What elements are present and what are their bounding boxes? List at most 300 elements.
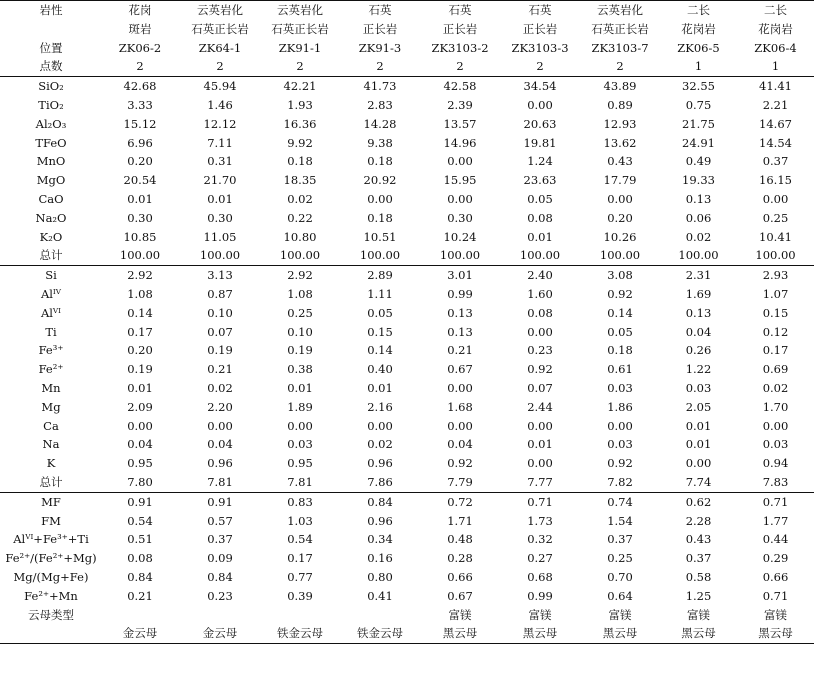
param-row — [0, 530, 814, 549]
mica-type-row-2 — [0, 624, 814, 643]
value-cell: 0.18 — [607, 343, 633, 358]
row-label: 岩性 — [0, 1, 100, 20]
header-cell: 二长 — [660, 1, 737, 20]
mica-type-cell: 铁金云母 — [260, 624, 340, 643]
value-cell: 3.13 — [180, 266, 260, 285]
value-cell: 0.05 — [527, 191, 553, 206]
value-cell: 15.95 — [443, 173, 477, 188]
value-cell: 6.96 — [127, 135, 153, 150]
value-cell: 0.64 — [607, 588, 633, 603]
value-cell: 0.83 — [260, 492, 340, 511]
mica-type-cell: 富镁 — [764, 607, 787, 622]
value-cell: 0.14 — [367, 343, 393, 358]
value-cell: 0.54 — [127, 513, 153, 528]
row-label: 总计 — [39, 248, 63, 263]
value-cell: 0.75 — [685, 97, 712, 112]
value-cell: 0.25 — [762, 210, 789, 225]
cation-row — [0, 417, 814, 436]
value-cell: 2.20 — [207, 399, 233, 414]
oxide-row — [0, 246, 814, 265]
value-cell: 0.00 — [685, 456, 712, 471]
value-cell: 0.01 — [527, 229, 553, 244]
value-cell: 2.92 — [100, 266, 180, 285]
value-cell: 0.18 — [367, 210, 393, 225]
mica-type-cell: 金云母 — [180, 624, 260, 643]
value-cell: 0.28 — [447, 551, 473, 566]
value-cell: 0.71 — [737, 492, 814, 511]
value-cell: 0.13 — [447, 305, 473, 320]
header-cell: 2 — [376, 59, 384, 74]
value-cell: 1.08 — [127, 286, 153, 301]
value-cell: 0.68 — [527, 569, 553, 584]
oxide-row — [0, 209, 814, 228]
value-cell: 0.62 — [660, 492, 737, 511]
value-cell: 9.92 — [287, 135, 313, 150]
value-cell: 0.00 — [447, 191, 473, 206]
value-cell: 1.25 — [685, 588, 712, 603]
param-row — [0, 568, 814, 587]
value-cell: 0.23 — [527, 343, 553, 358]
value-cell: 0.37 — [607, 532, 633, 547]
value-cell: 16.36 — [283, 116, 317, 131]
value-cell: 23.63 — [523, 173, 557, 188]
value-cell: 100.00 — [439, 248, 481, 263]
value-cell: 14.67 — [759, 116, 792, 131]
value-cell: 0.38 — [287, 362, 313, 377]
value-cell: 0.01 — [527, 437, 553, 452]
oxide-row — [0, 171, 814, 190]
value-cell: 0.32 — [527, 532, 553, 547]
header-row — [0, 57, 814, 76]
value-cell: 0.00 — [762, 418, 789, 433]
oxide-row — [0, 115, 814, 134]
value-cell: 0.37 — [685, 551, 712, 566]
value-cell: 0.00 — [527, 456, 553, 471]
value-cell: 1.54 — [607, 513, 633, 528]
value-cell: 10.24 — [443, 229, 477, 244]
oxide-row — [0, 134, 814, 153]
value-cell: 0.51 — [127, 532, 153, 547]
mica-type-cell: 黑云母 — [660, 624, 737, 643]
mica-type-cell: 铁金云母 — [340, 624, 420, 643]
value-cell: 0.80 — [367, 569, 393, 584]
value-cell: 14.28 — [363, 116, 397, 131]
value-cell: 0.09 — [207, 551, 233, 566]
value-cell: 2.28 — [685, 513, 712, 528]
oxide-row — [0, 96, 814, 115]
cation-row — [0, 304, 814, 323]
value-cell: 17.79 — [603, 173, 637, 188]
value-cell: 7.86 — [367, 474, 393, 489]
value-cell: 16.15 — [759, 173, 792, 188]
mica-type-cell: 富镁 — [608, 607, 632, 622]
value-cell: 2.44 — [527, 399, 553, 414]
value-cell: 7.82 — [607, 474, 633, 489]
mica-type-cell — [180, 606, 260, 625]
value-cell: 0.67 — [447, 362, 473, 377]
cation-row — [0, 360, 814, 379]
value-cell: 0.58 — [685, 569, 712, 584]
value-cell: 0.17 — [762, 343, 789, 358]
row-label: Fe²⁺+Mn — [24, 588, 78, 603]
value-cell: 20.54 — [123, 173, 157, 188]
value-cell: 100.00 — [678, 248, 719, 263]
row-label: TFeO — [35, 135, 67, 150]
value-cell: 0.61 — [607, 362, 633, 377]
row-label: MF — [0, 492, 100, 511]
value-cell: 0.27 — [527, 551, 553, 566]
value-cell: 0.01 — [685, 418, 712, 433]
value-cell: 1.46 — [207, 97, 233, 112]
value-cell: 0.84 — [207, 569, 233, 584]
mica-type-cell — [340, 606, 420, 625]
value-cell: 10.41 — [759, 229, 792, 244]
value-cell: 0.21 — [447, 343, 473, 358]
value-cell: 100.00 — [359, 248, 401, 263]
mica-type-cell: 黑云母 — [737, 624, 814, 643]
value-cell: 0.95 — [127, 456, 153, 471]
mica-type-cell: 黑云母 — [580, 624, 660, 643]
header-cell: 2 — [616, 59, 624, 74]
header-cell: 石英 — [500, 1, 580, 20]
value-cell: 0.00 — [367, 191, 393, 206]
value-cell: 0.20 — [127, 343, 153, 358]
value-cell: 0.00 — [447, 418, 473, 433]
header-cell: 正长岩 — [442, 21, 478, 36]
header-cell: ZK91-1 — [278, 40, 322, 55]
header-cell: 花岗岩 — [758, 21, 793, 36]
row-label — [0, 20, 100, 39]
value-cell: 12.93 — [603, 116, 637, 131]
value-cell: 0.17 — [287, 551, 313, 566]
value-cell: 0.30 — [127, 210, 153, 225]
value-cell: 0.67 — [447, 588, 473, 603]
value-cell: 41.41 — [737, 77, 814, 96]
header-cell: 云英岩化 — [180, 1, 260, 20]
mica-type-cell — [260, 606, 340, 625]
value-cell: 0.37 — [762, 154, 789, 169]
value-cell: 0.48 — [447, 532, 473, 547]
row-label: Fe³⁺ — [38, 343, 64, 358]
value-cell: 10.80 — [283, 229, 317, 244]
value-cell: 0.02 — [207, 380, 233, 395]
value-cell: 1.22 — [685, 362, 712, 377]
value-cell: 1.70 — [762, 399, 789, 414]
mica-type-cell: 金云母 — [100, 624, 180, 643]
value-cell: 0.30 — [207, 210, 233, 225]
value-cell: 0.14 — [127, 305, 153, 320]
value-cell: 100.00 — [755, 248, 796, 263]
value-cell: 0.03 — [685, 380, 712, 395]
value-cell: 0.71 — [500, 492, 580, 511]
value-cell: 7.11 — [207, 135, 233, 150]
value-cell: 7.77 — [527, 474, 553, 489]
value-cell: 0.92 — [607, 456, 633, 471]
param-row — [0, 549, 814, 568]
value-cell: 0.15 — [367, 324, 393, 339]
header-cell: 云英岩化 — [580, 1, 660, 20]
value-cell: 0.71 — [762, 588, 789, 603]
oxide-row — [0, 228, 814, 247]
value-cell: 0.00 — [527, 324, 553, 339]
param-row — [0, 492, 814, 511]
value-cell: 0.26 — [685, 343, 712, 358]
row-label: MnO — [36, 154, 66, 169]
value-cell: 43.89 — [580, 77, 660, 96]
header-cell: 1 — [694, 59, 703, 74]
value-cell: 0.16 — [367, 551, 393, 566]
value-cell: 18.35 — [283, 173, 317, 188]
value-cell: 0.25 — [287, 305, 313, 320]
header-cell: 正长岩 — [522, 21, 558, 36]
value-cell: 0.13 — [685, 191, 712, 206]
value-cell: 1.68 — [447, 399, 473, 414]
header-cell: 2 — [536, 59, 544, 74]
value-cell: 12.12 — [203, 116, 237, 131]
value-cell: 0.84 — [340, 492, 420, 511]
value-cell: 0.08 — [527, 305, 553, 320]
value-cell: 0.54 — [287, 532, 313, 547]
value-cell: 0.41 — [367, 588, 393, 603]
value-cell: 0.96 — [367, 513, 393, 528]
header-cell: 斑岩 — [128, 21, 152, 36]
value-cell: 10.26 — [603, 229, 637, 244]
value-cell: 0.15 — [762, 305, 789, 320]
header-cell: 石英正长岩 — [191, 21, 249, 36]
row-label: TiO₂ — [38, 97, 64, 112]
cation-row — [0, 285, 814, 304]
value-cell: 0.29 — [762, 551, 789, 566]
header-cell: 正长岩 — [362, 21, 398, 36]
value-cell: 14.96 — [443, 135, 477, 150]
mica-type-cell: 富镁 — [448, 607, 472, 622]
value-cell: 0.00 — [762, 191, 789, 206]
value-cell: 7.80 — [127, 474, 153, 489]
value-cell: 2.40 — [500, 266, 580, 285]
value-cell: 0.34 — [367, 532, 393, 547]
row-label: Alᴵⱽ — [40, 286, 62, 301]
cation-row — [0, 398, 814, 417]
value-cell: 100.00 — [279, 248, 321, 263]
value-cell: 0.04 — [685, 324, 712, 339]
value-cell: 0.07 — [527, 380, 553, 395]
cation-row — [0, 454, 814, 473]
value-cell: 9.38 — [367, 135, 393, 150]
oxide-row — [0, 77, 814, 96]
value-cell: 7.74 — [685, 474, 712, 489]
value-cell: 2.16 — [367, 399, 393, 414]
value-cell: 0.72 — [420, 492, 500, 511]
value-cell: 0.44 — [762, 532, 789, 547]
header-cell: 1 — [771, 59, 780, 74]
value-cell: 1.73 — [527, 513, 553, 528]
value-cell: 3.33 — [127, 97, 153, 112]
value-cell: 0.99 — [447, 286, 473, 301]
value-cell: 0.00 — [287, 418, 313, 433]
value-cell: 0.18 — [287, 154, 313, 169]
value-cell: 0.00 — [527, 97, 553, 112]
value-cell: 2.92 — [260, 266, 340, 285]
row-label: Mg — [41, 399, 61, 414]
value-cell: 0.01 — [127, 380, 153, 395]
header-cell: ZK91-3 — [358, 40, 402, 55]
value-cell: 0.91 — [180, 492, 260, 511]
row-label: Na — [42, 437, 60, 452]
value-cell: 20.63 — [523, 116, 557, 131]
row-label: CaO — [38, 191, 64, 206]
value-cell: 0.77 — [287, 569, 313, 584]
value-cell: 0.23 — [207, 588, 233, 603]
row-label: Mn — [41, 380, 61, 395]
value-cell: 7.79 — [447, 474, 473, 489]
value-cell: 0.01 — [367, 380, 393, 395]
header-row — [0, 20, 814, 39]
mica-type-row — [0, 606, 814, 625]
value-cell: 100.00 — [599, 248, 641, 263]
value-cell: 1.69 — [685, 286, 712, 301]
value-cell: 0.40 — [367, 362, 393, 377]
value-cell: 100.00 — [519, 248, 561, 263]
value-cell: 32.55 — [660, 77, 737, 96]
value-cell: 0.91 — [100, 492, 180, 511]
value-cell: 0.05 — [607, 324, 633, 339]
value-cell: 0.13 — [685, 305, 712, 320]
value-cell: 0.57 — [207, 513, 233, 528]
mica-type-cell — [100, 606, 180, 625]
value-cell: 0.43 — [607, 154, 633, 169]
mica-type-cell: 富镁 — [528, 607, 552, 622]
value-cell: 1.93 — [287, 97, 313, 112]
value-cell: 0.92 — [447, 456, 473, 471]
value-cell: 100.00 — [199, 248, 241, 263]
value-cell: 3.01 — [420, 266, 500, 285]
value-cell: 24.91 — [682, 135, 715, 150]
value-cell: 0.96 — [207, 456, 233, 471]
value-cell: 0.84 — [127, 569, 153, 584]
row-label: MgO — [36, 173, 66, 188]
value-cell: 0.00 — [127, 418, 153, 433]
value-cell: 19.33 — [682, 173, 715, 188]
header-cell: 石英 — [420, 1, 500, 20]
value-cell: 0.87 — [207, 286, 233, 301]
value-cell: 0.00 — [447, 380, 473, 395]
value-cell: 0.89 — [607, 97, 633, 112]
value-cell: 1.86 — [607, 399, 633, 414]
row-label: Alⱽᴵ — [40, 305, 62, 320]
value-cell: 7.81 — [287, 474, 313, 489]
header-cell: 花岗岩 — [681, 21, 716, 36]
value-cell: 0.04 — [207, 437, 233, 452]
value-cell: 19.81 — [523, 135, 557, 150]
row-label: 点数 — [39, 59, 63, 74]
header-cell: ZK3103-2 — [431, 40, 489, 55]
value-cell: 0.02 — [762, 380, 789, 395]
value-cell: 1.07 — [762, 286, 789, 301]
value-cell: 0.00 — [607, 191, 633, 206]
header-cell: ZK06-2 — [118, 40, 162, 55]
value-cell: 1.03 — [287, 513, 313, 528]
value-cell: 0.00 — [367, 418, 393, 433]
value-cell: 2.83 — [367, 97, 393, 112]
value-cell: 1.71 — [447, 513, 473, 528]
value-cell: 1.24 — [527, 154, 553, 169]
value-cell: 42.58 — [420, 77, 500, 96]
value-cell: 0.12 — [762, 324, 789, 339]
header-cell: 云英岩化 — [260, 1, 340, 20]
row-label: K — [46, 456, 56, 471]
value-cell: 0.19 — [207, 343, 233, 358]
value-cell: 0.00 — [607, 418, 633, 433]
row-label-empty — [0, 624, 100, 643]
value-cell: 0.20 — [607, 210, 633, 225]
value-cell: 2.05 — [685, 399, 712, 414]
value-cell: 21.75 — [682, 116, 715, 131]
row-label: Fe²⁺/(Fe²⁺+Mg) — [5, 551, 97, 566]
value-cell: 0.99 — [527, 588, 553, 603]
value-cell: 0.13 — [447, 324, 473, 339]
header-cell: 二长 — [737, 1, 814, 20]
value-cell: 14.54 — [759, 135, 792, 150]
header-cell: 花岗 — [100, 1, 180, 20]
value-cell: 3.08 — [580, 266, 660, 285]
header-cell: 2 — [296, 59, 304, 74]
value-cell: 13.62 — [603, 135, 637, 150]
oxide-row — [0, 152, 814, 171]
value-cell: 100.00 — [119, 248, 161, 263]
value-cell: 0.01 — [287, 380, 313, 395]
value-cell: 0.39 — [287, 588, 313, 603]
value-cell: 0.20 — [127, 154, 153, 169]
cation-row — [0, 435, 814, 454]
header-cell: 2 — [216, 59, 224, 74]
header-row — [0, 39, 814, 58]
value-cell: 0.95 — [287, 456, 313, 471]
row-label: Mg/(Mg+Fe) — [13, 569, 89, 584]
header-cell: ZK06-5 — [677, 40, 720, 55]
row-label: Fe²⁺ — [38, 362, 64, 377]
value-cell: 0.22 — [287, 210, 313, 225]
value-cell: 0.66 — [447, 569, 473, 584]
value-cell: 0.02 — [685, 229, 712, 244]
value-cell: 10.51 — [363, 229, 397, 244]
value-cell: 0.08 — [527, 210, 553, 225]
value-cell: 1.60 — [527, 286, 553, 301]
value-cell: 0.25 — [607, 551, 633, 566]
value-cell: 2.39 — [447, 97, 473, 112]
row-label: Na₂O — [35, 210, 67, 225]
value-cell: 2.93 — [737, 266, 814, 285]
row-label: 位置 — [39, 40, 63, 55]
value-cell: 2.89 — [340, 266, 420, 285]
header-cell: ZK64-1 — [198, 40, 242, 55]
value-cell: 13.57 — [443, 116, 477, 131]
cation-row — [0, 323, 814, 342]
header-cell: 2 — [456, 59, 464, 74]
value-cell: 0.05 — [367, 305, 393, 320]
value-cell: 42.68 — [100, 77, 180, 96]
value-cell: 0.19 — [287, 343, 313, 358]
value-cell: 0.74 — [580, 492, 660, 511]
value-cell: 0.21 — [207, 362, 233, 377]
row-label: K₂O — [39, 229, 63, 244]
value-cell: 0.00 — [447, 154, 473, 169]
value-cell: 1.89 — [287, 399, 313, 414]
row-label: 云母类型 — [28, 607, 74, 622]
value-cell: 0.02 — [287, 191, 313, 206]
value-cell: 11.05 — [203, 229, 237, 244]
param-row — [0, 512, 814, 531]
value-cell: 0.03 — [762, 437, 789, 452]
